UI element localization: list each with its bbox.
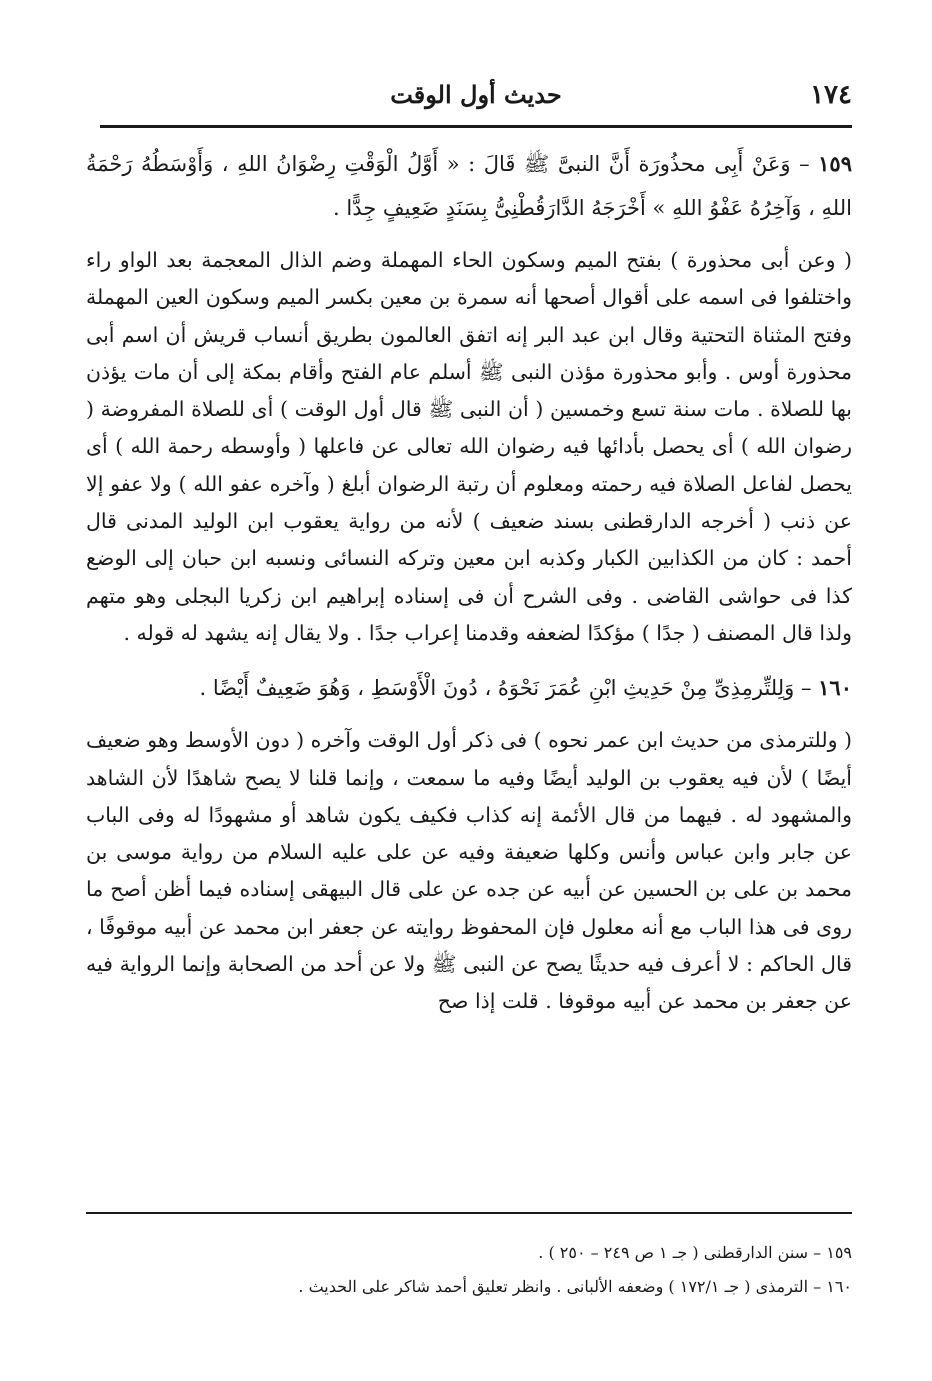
- hadith-159: [86, 142, 852, 230]
- page-header: [100, 80, 852, 120]
- hadith-text: – وَعَنْ أَبِى محذُورَة أَنَّ النبىَّ ﷺ قَالَ : « أَوَّلُ الْوَقْتِ رِضْوَانُ اللهِ ، وَأَوْسَطُهُ رَحْمَةُ اللهِ ، وَآخِرُهُ عَفْوُ اللهِ » أَخْرَجَهُ الدَّارَقُطْنِىُّ بِسَنَدٍ ضَعِيفٍ جِدًّا .: [86, 152, 852, 220]
- footnote-rule: [86, 1212, 852, 1214]
- header-rule: [100, 125, 852, 128]
- commentary-160: ( وللترمذى من حديث ابن عمر نحوه ) فى ذكر أول الوقت وآخره ( دون الأوسط وهو ضعيف أيضًا ) لأن فيه يعقوب بن الوليد أيضًا وفيه ما سمعت ، وإنما قلنا لا يصح شاهدًا لأن الشاهد والمشهود له . فيهما من قال الأئمة إنه كذاب فكيف يكون شاهد أو مشهودًا له وفى الباب عن جابر وابن عباس وأنس وكلها ضعيفة وفيه عن على عليه السلام من رواية موسى بن محمد بن على بن الحسين عن أبيه عن جده عن على قال البيهقى إسناده فيما أظن أصح ما روى فى هذا الباب مع أنه معلول فإن المحفوظ روايته عن جعفر ابن محمد عن أبيه موقوفًا ، قال الحاكم : لا أعرف فيه حديثًا يصح عن النبى ﷺ ولا عن أحد من الصحابة وإنما الرواية فيه عن جعفر بن محمد عن أبيه موقوفا . قلت إذا صح: [86, 728, 852, 1014]
- main-text: [86, 142, 852, 1021]
- hadith-text: – وَلِلتِّرمِذِىِّ مِنْ حَدِيثِ ابْنِ عُمَرَ نَحْوَهُ ، دُونَ الْأَوْسَطِ ، وَهُوَ ضَعِيفٌ أَيْضًا .: [199, 676, 812, 701]
- commentary-159: ( وعن أبى محذورة ) بفتح الميم وسكون الحاء المهملة وضم الذال المعجمة بعد الواو راء واختلفوا فى اسمه على أقوال أصحها أنه سمرة بن معين بكسر الميم وسكون العين المهملة وفتح المثناة التحتية وقال ابن عبد البر إنه اتفق العالمون بطريق أنساب قريش أن اسم أبى محذورة أوس . وأبو محذورة مؤذن النبى ﷺ أسلم عام الفتح وأقام بمكة إلى أن مات يؤذن بها للصلاة . مات سنة تسع وخمسين ( أن النبى ﷺ قال أول الوقت ) أى للصلاة المفروضة ( رضوان الله ) أى يحصل بأدائها فيه رضوان الله تعالى عن فاعلها ( وأوسطه رحمة الله ) أى يحصل لفاعل الصلاة فيه رحمته ومعلوم أن رتبة الرضوان أبلغ ( وآخره عفو الله ) ولا عفو إلا عن ذنب ( أخرجه الدارقطنى بسند ضعيف ) لأنه من رواية يعقوب ابن الوليد المدنى قال أحمد : كان من الكذابين الكبار وكذبه ابن معين وتركه النسائى ونسبه ابن حبان إلى الوضع كذا فى حواشى القاضى . وفى الشرح أن فى إسناده إبراهيم ابن زكريا البجلى وهو متهم ولذا قال المصنف ( جدًا ) مؤكدًا لضعفه وقدمنا إعراب جدًا . ولا يقال إنه يشهد له قوله .: [86, 248, 852, 645]
- hadith-160: [86, 666, 852, 710]
- footnote-159: ١٥٩ – سنن الدارقطنى ( جـ ١ ص ٢٤٩ – ٢٥٠ ) .: [538, 1243, 852, 1262]
- hadith-number: ١٦٠: [818, 675, 852, 701]
- hadith-number: ١٥٩: [818, 151, 852, 176]
- running-title: حديث أول الوقت: [390, 80, 562, 109]
- footnote-160: ١٦٠ – الترمذى ( جـ ١٧٢/١ ) وضعفه الألبانى . وانظر تعليق أحمد شاكر على الحديث .: [298, 1277, 852, 1296]
- footnotes: [86, 1236, 852, 1304]
- page-number: ١٧٤: [810, 80, 852, 110]
